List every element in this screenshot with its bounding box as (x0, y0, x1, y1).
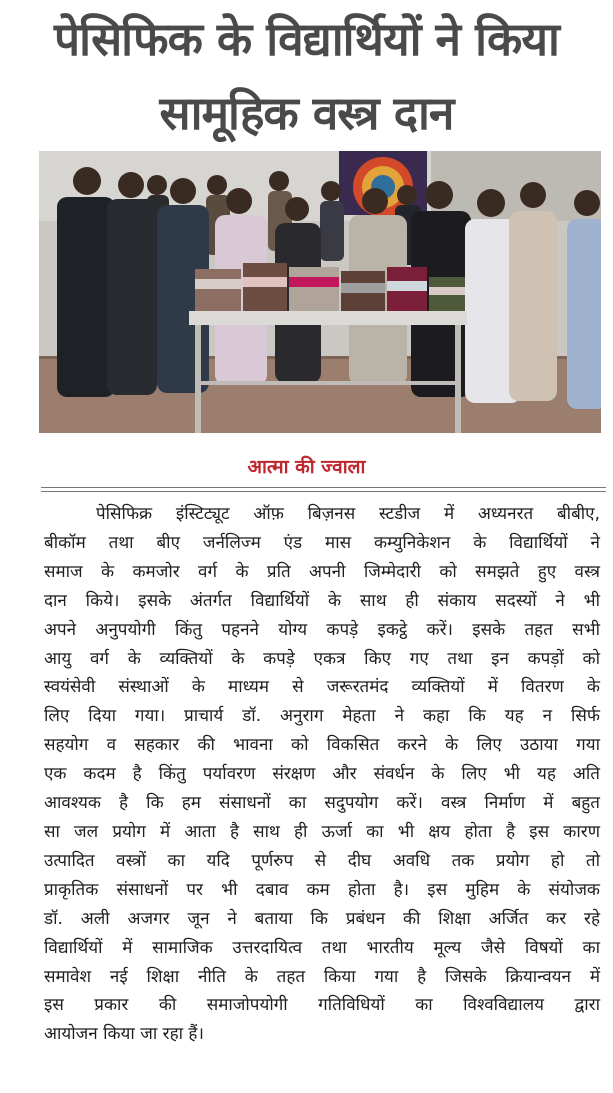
body-line: इस प्रकार की समाजोपयोगी गतिविधियों का विश्वविद्यालय द्वारा (44, 995, 600, 1016)
body-line: दान किये। इसके अंतर्गत विद्यार्थियों के साथ ही संकाय सदस्यों ने भी (44, 590, 600, 611)
body-line: समावेश नई शिक्षा नीति के तहत किया गया है जिसके क्रियान्वयन में (44, 966, 600, 987)
body-line: लिए दिया गया। प्राचार्य डॉ. अनुराग मेहता ने कहा कि यह न सिर्फ (44, 706, 600, 727)
body-line: डॉ. अली अजगर जून ने बताया कि प्रबंधन की शिक्षा अर्जित कर रहे (44, 908, 600, 929)
headline-line-2: सामूहिक वस्त्र दान (159, 86, 454, 140)
body-line: प्राकृतिक संसाधनों पर भी दबाव कम होता है। इस मुहिम के संयोजक (44, 879, 600, 900)
byline: आत्मा की ज्वाला (247, 456, 366, 478)
headline-line-1: पेसिफिक के विद्यार्थियों ने किया (54, 12, 559, 66)
body-line: एक कदम है किंतु पर्यावरण संरक्षण और संवर्धन के लिए भी यह अति (44, 764, 600, 785)
body-line: उत्पादित वस्त्रों का यदि पूर्णरुप से दीघ अवधि तक प्रयोग हो तो (44, 850, 600, 871)
body-line: आयोजन किया जा रहा हैं। (44, 1024, 204, 1045)
body-line: विद्यार्थियों में सामाजिक उत्तरदायित्व तथा भारतीय मूल्य जैसे विषयों का (44, 937, 600, 958)
body-line: समाज के कमजोर वर्ग के प्रति अपनी जिम्मेदारी को समझते हुए वस्त्र (44, 561, 600, 582)
body-line: बीकॉम तथा बीए जर्नलिज्म एंड मास कम्युनिकेशन के विद्यार्थियों ने (44, 532, 600, 553)
body-line: अपने अनुपयोगी किंतु पहनने योग्य कपड़े इकट्ठे करें। इसके तहत सभी (44, 619, 600, 640)
group-photo (39, 151, 601, 433)
body-line: सहयोग व सहकार की भावना को विकसित करने के लिए उठाया गया (44, 735, 600, 756)
body-line: पेसिफिक्र इंस्टिट्यूट ऑफ़ बिज़नस स्टडीज में अध्यनरत बीबीए, (96, 504, 600, 524)
headline (0, 2, 613, 150)
article-body (44, 500, 600, 1049)
body-line: आयु वर्ग के व्यक्तियों के कपड़े एकत्र किए गए तथा इन कपड़ों को (44, 648, 600, 669)
body-line: आवश्यक है कि हम संसाधनों का सदुपयोग करें। वस्त्र निर्माण में बहुत (44, 793, 600, 814)
divider (41, 491, 606, 492)
body-line: स्वयंसेवी संस्थाओं के माध्यम से जरूरतमंद व्यक्तियों में वितरण के (44, 677, 600, 698)
divider (41, 487, 606, 488)
body-line: सा जल प्रयोग में आता है साथ ही ऊर्जा का भी क्षय होता है इस कारण (44, 821, 600, 842)
